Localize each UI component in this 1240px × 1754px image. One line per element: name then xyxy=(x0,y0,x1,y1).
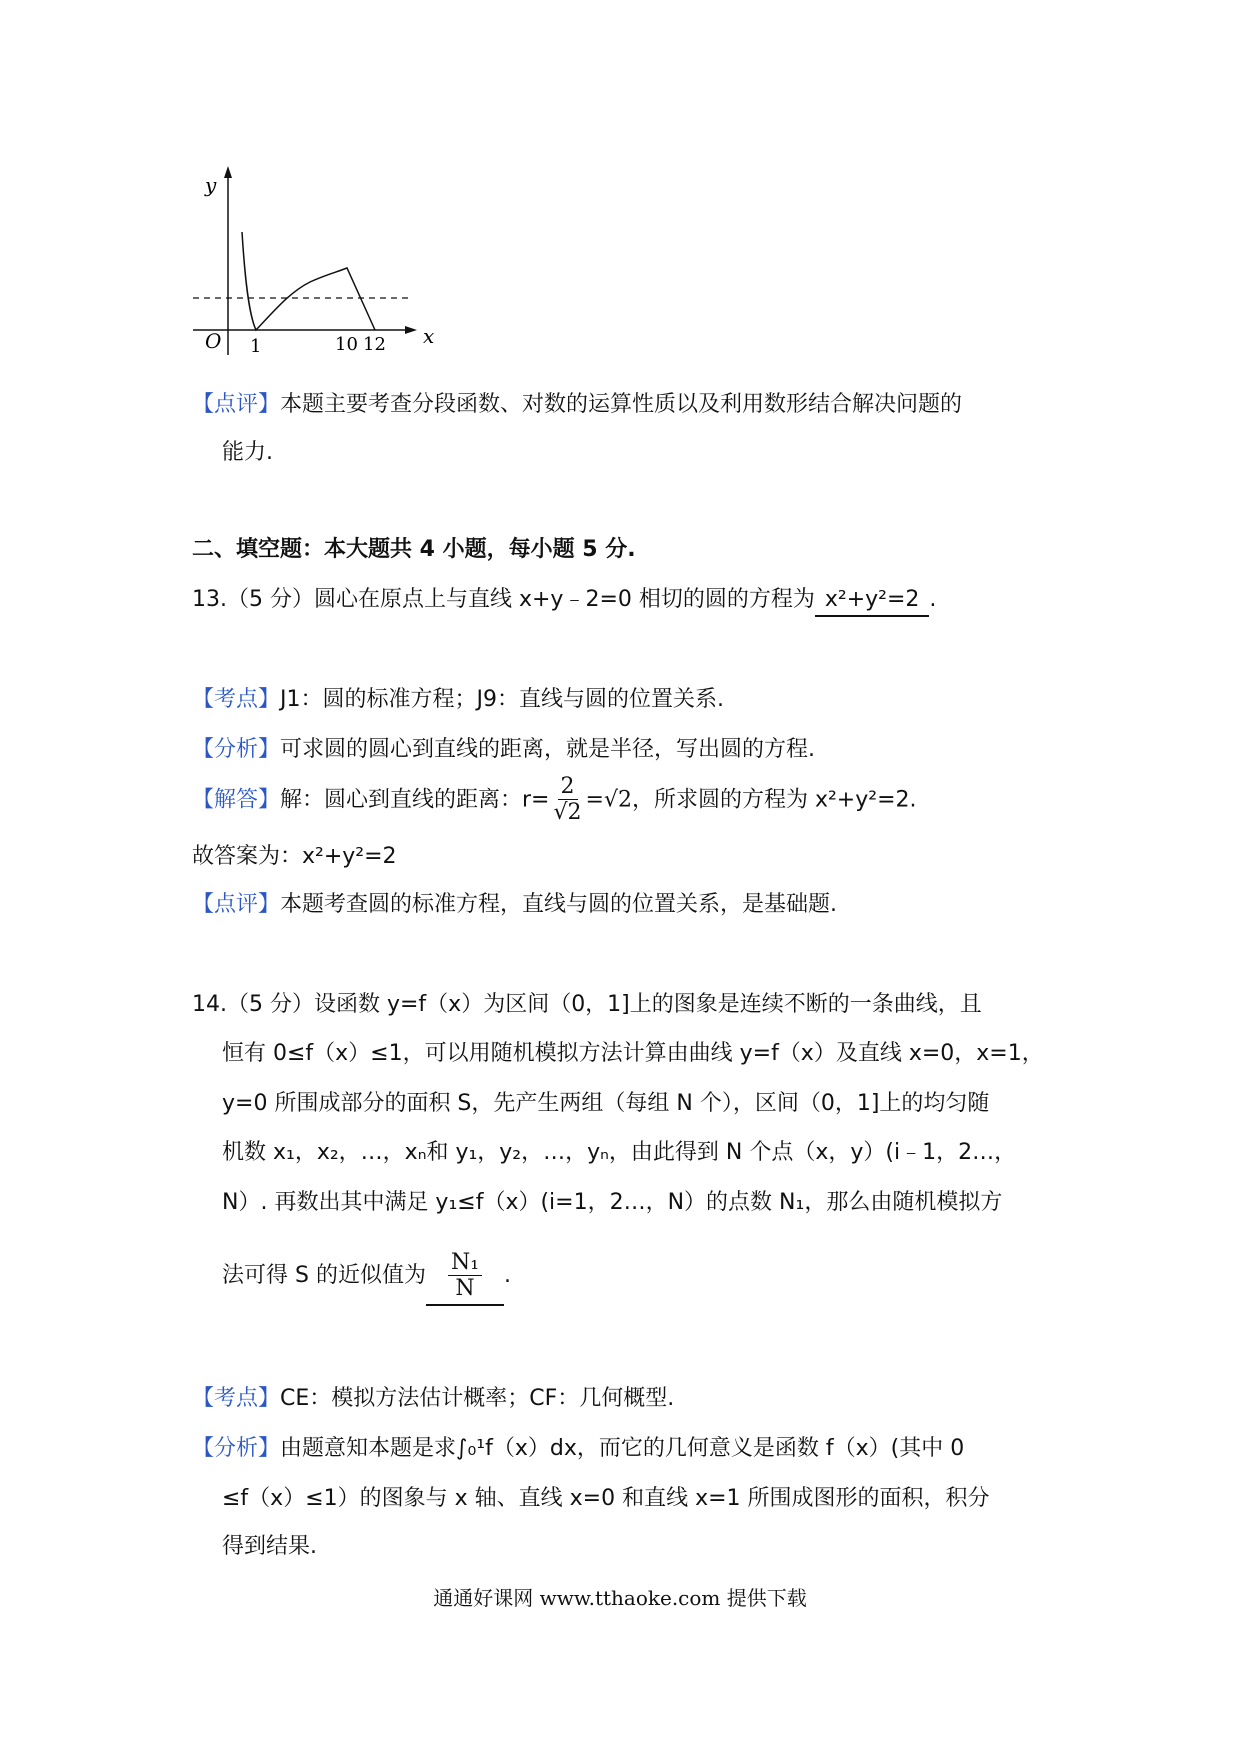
q13-stem xyxy=(192,585,936,617)
function-graph xyxy=(185,160,445,360)
curve xyxy=(242,232,375,330)
fenxi-text: 可求圆的圆心到直线的距离，就是半径，写出圆的方程. xyxy=(280,737,816,762)
q14-line5: N）. 再数出其中满足 y₁≤f（x）(i=1，2…，N）的点数 N₁，那么由随机模拟方 xyxy=(222,1190,1003,1215)
page-footer: 通通好课网 www.tthaoke.com 提供下载 xyxy=(433,1586,807,1610)
q14-line4: 机数 x₁，x₂，…，xₙ和 y₁，y₂，…，yₙ，由此得到 N 个点（x，y）(i﹣1，2…， xyxy=(222,1140,1017,1165)
kaodian-text: CE：模拟方法估计概率；CF：几何概型. xyxy=(280,1386,675,1411)
x-axis-label: x xyxy=(423,324,435,348)
kaodian-tag: 【考点】 xyxy=(192,1386,281,1411)
jieda-text: 解：圆心到直线的距离：r= xyxy=(280,787,550,813)
kaodian-text: J1：圆的标准方程；J9：直线与圆的位置关系. xyxy=(280,687,724,712)
tick-label-12: 12 xyxy=(363,334,386,355)
q13-stem-text: 13.（5 分）圆心在原点上与直线 x+y﹣2=0 相切的圆的方程为 xyxy=(192,587,815,612)
fenxi-tag: 【分析】 xyxy=(192,737,281,762)
review-tag: 【点评】 xyxy=(192,392,281,417)
q14-line6-end: . xyxy=(504,1263,512,1288)
q14-fenxi-line1 xyxy=(192,1434,964,1464)
x-axis-arrow xyxy=(405,326,417,334)
dianping-text: 本题考查圆的标准方程，直线与圆的位置关系，是基础题. xyxy=(280,892,838,917)
jieda-tag: 【解答】 xyxy=(192,787,281,813)
q14-line6 xyxy=(222,1248,511,1306)
q12-review-line2: 能力. xyxy=(222,440,273,465)
q13-jieda xyxy=(192,775,917,826)
dianping-tag: 【点评】 xyxy=(192,892,281,917)
review-text: 本题主要考查分段函数、对数的运算性质以及利用数形结合解决问题的 xyxy=(280,392,963,417)
y-axis-label: y xyxy=(205,173,217,197)
tick-label-1: 1 xyxy=(250,336,262,357)
q14-answer-blank xyxy=(426,1248,504,1306)
q13-answer-blank: x²+y²=2 xyxy=(815,585,930,617)
q14-line6-text: 法可得 S 的近似值为 xyxy=(222,1263,426,1288)
q14-fenxi-line3: 得到结果. xyxy=(222,1534,317,1559)
sqrt-value: =√2 xyxy=(585,787,632,813)
y-axis-arrow xyxy=(224,166,232,178)
q13-fenxi xyxy=(192,735,815,765)
q14-line2: 恒有 0≤f（x）≤1，可以用随机模拟方法计算由曲线 y=f（x）及直线 x=0，x=1， xyxy=(222,1041,1044,1066)
fenxi-text: 由题意知本题是求∫₀¹f（x）dx，而它的几何意义是函数 f（x）(其中 0 xyxy=(280,1436,965,1461)
q14-fenxi-line2: ≤f（x）≤1）的图象与 x 轴、直线 x=0 和直线 x=1 所围成图形的面积，积分 xyxy=(222,1486,990,1511)
q13-kaodian xyxy=(192,685,724,715)
q13-stem-end: . xyxy=(929,587,937,612)
tick-label-10: 10 xyxy=(335,334,358,355)
radius-fraction xyxy=(554,775,582,826)
q13-dianping xyxy=(192,890,837,920)
q12-review-line1 xyxy=(192,390,962,420)
section-heading: 二、填空题：本大题共 4 小题，每小题 5 分. xyxy=(192,537,636,562)
answer-denominator: N xyxy=(455,1275,475,1301)
q14-line1: 14.（5 分）设函数 y=f（x）为区间（0，1]上的图象是连续不断的一条曲线，且 xyxy=(192,992,982,1017)
q13-final-answer: 故答案为：x²+y²=2 xyxy=(192,844,397,869)
q14-line3: y=0 所围成部分的面积 S，先产生两组（每组 N 个），区间（0，1]上的均匀随 xyxy=(222,1091,990,1116)
fraction-denominator: √2 xyxy=(553,800,582,825)
q14-kaodian xyxy=(192,1384,674,1414)
origin-label: O xyxy=(205,329,222,353)
jieda-conclusion: ，所求圆的方程为 x²+y²=2. xyxy=(631,787,917,813)
fenxi-tag: 【分析】 xyxy=(192,1436,281,1461)
answer-fraction xyxy=(448,1251,482,1302)
answer-numerator: N₁ xyxy=(448,1251,482,1276)
fraction-numerator: 2 xyxy=(558,775,578,800)
kaodian-tag: 【考点】 xyxy=(192,687,281,712)
